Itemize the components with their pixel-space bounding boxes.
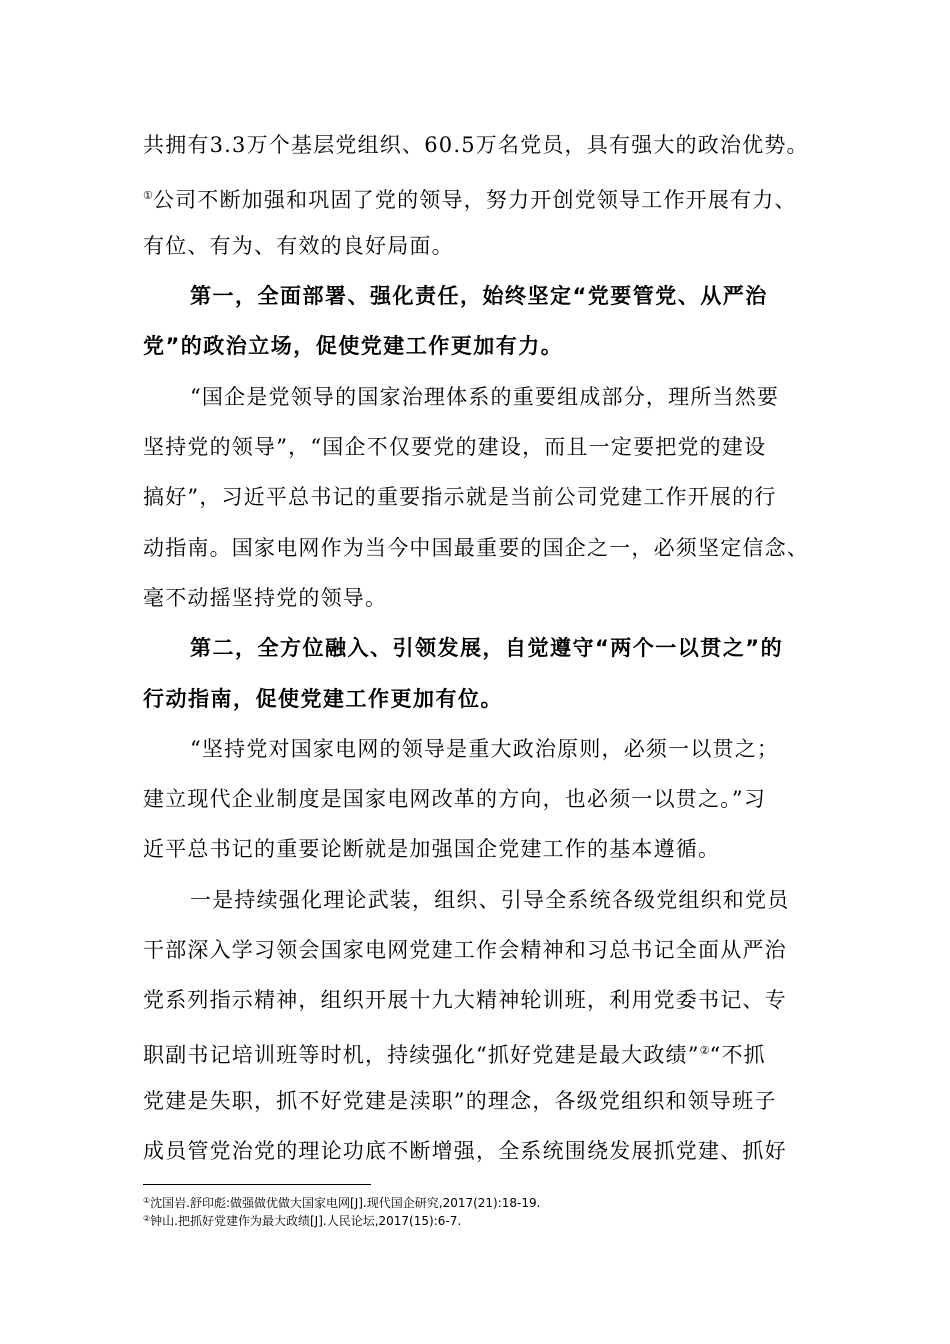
paragraph-line: “坚持党对国家电网的领导是重大政治原则，必须一以贯之； <box>190 737 780 761</box>
paragraph-line <box>143 1038 766 1068</box>
paragraph-text: 职副书记培训班等时机，持续强化“抓好党建是最大政绩” <box>143 1043 700 1067</box>
paragraph-line: 近平总书记的重要论断就是加强国企党建工作的基本遵循。 <box>143 837 721 861</box>
footnote-text: 沈国岩.舒印彪:做强做优做大国家电网[J].现代国企研究,2017(21):18-19. <box>150 1196 541 1210</box>
paragraph-line: 一是持续强化理论武装，组织、引导全系统各级党组织和党员 <box>190 888 790 912</box>
paragraph-line: 共拥有3.3万个基层党组织、60.5万名党员，具有强大的政治优势。 <box>143 133 809 157</box>
footnote-marker[interactable]: ② <box>699 1044 710 1057</box>
section-heading: 党”的政治立场，促使党建工作更加有力。 <box>143 334 564 358</box>
paragraph-line: 毫不动摇坚持党的领导。 <box>143 586 388 610</box>
section-heading: 行动指南，促使党建工作更加有位。 <box>143 687 503 711</box>
section-heading: 第二，全方位融入、引领发展，自觉遵守“两个一以贯之”的 <box>190 636 784 660</box>
paragraph-line: 搞好”，习近平总书记的重要指示就是当前公司党建工作开展的行 <box>143 485 777 509</box>
paragraph-line: “国企是党领导的国家治理体系的重要组成部分，理所当然要 <box>190 385 780 409</box>
paragraph-line <box>143 183 797 213</box>
paragraph-line: 成员管党治党的理论功底不断增强，全系统围绕发展抓党建、抓好 <box>143 1139 787 1163</box>
paragraph-line: 动指南。国家电网作为当今中国最重要的国企之一，必须坚定信念、 <box>143 536 809 560</box>
section-heading: 第一，全面部署、强化责任，始终坚定“党要管党、从严治 <box>190 284 768 308</box>
paragraph-text: “不抓 <box>709 1043 766 1067</box>
paragraph-line: 干部深入学习领会国家电网党建工作会精神和习总书记全面从严治 <box>143 938 787 962</box>
footnote-item <box>143 1211 461 1229</box>
paragraph-line: 有位、有为、有效的良好局面。 <box>143 234 454 258</box>
paragraph-line: 坚持党的领导”，“国企不仅要党的建设，而且一定要把党的建设 <box>143 435 767 459</box>
footnote-marker: ① <box>143 1196 151 1205</box>
paragraph-text: 公司不断加强和巩固了党的领导，努力开创党领导工作开展有力、 <box>152 188 797 212</box>
paragraph-line: 党建是失职，抓不好党建是渎职”的理念，各级党组织和领导班子 <box>143 1089 777 1113</box>
footnote-text: 钟山.把抓好党建作为最大政绩[J].人民论坛,2017(15):6-7. <box>150 1214 462 1228</box>
paragraph-line: 党系列指示精神，组织开展十九大精神轮训班，利用党委书记、专 <box>143 988 787 1012</box>
footnote-marker[interactable]: ① <box>143 189 153 202</box>
footnote-item <box>143 1193 540 1211</box>
footnote-separator <box>143 1184 371 1185</box>
footnote-marker: ② <box>143 1214 151 1223</box>
paragraph-line: 建立现代企业制度是国家电网改革的方向，也必须一以贯之。”习 <box>143 787 767 811</box>
